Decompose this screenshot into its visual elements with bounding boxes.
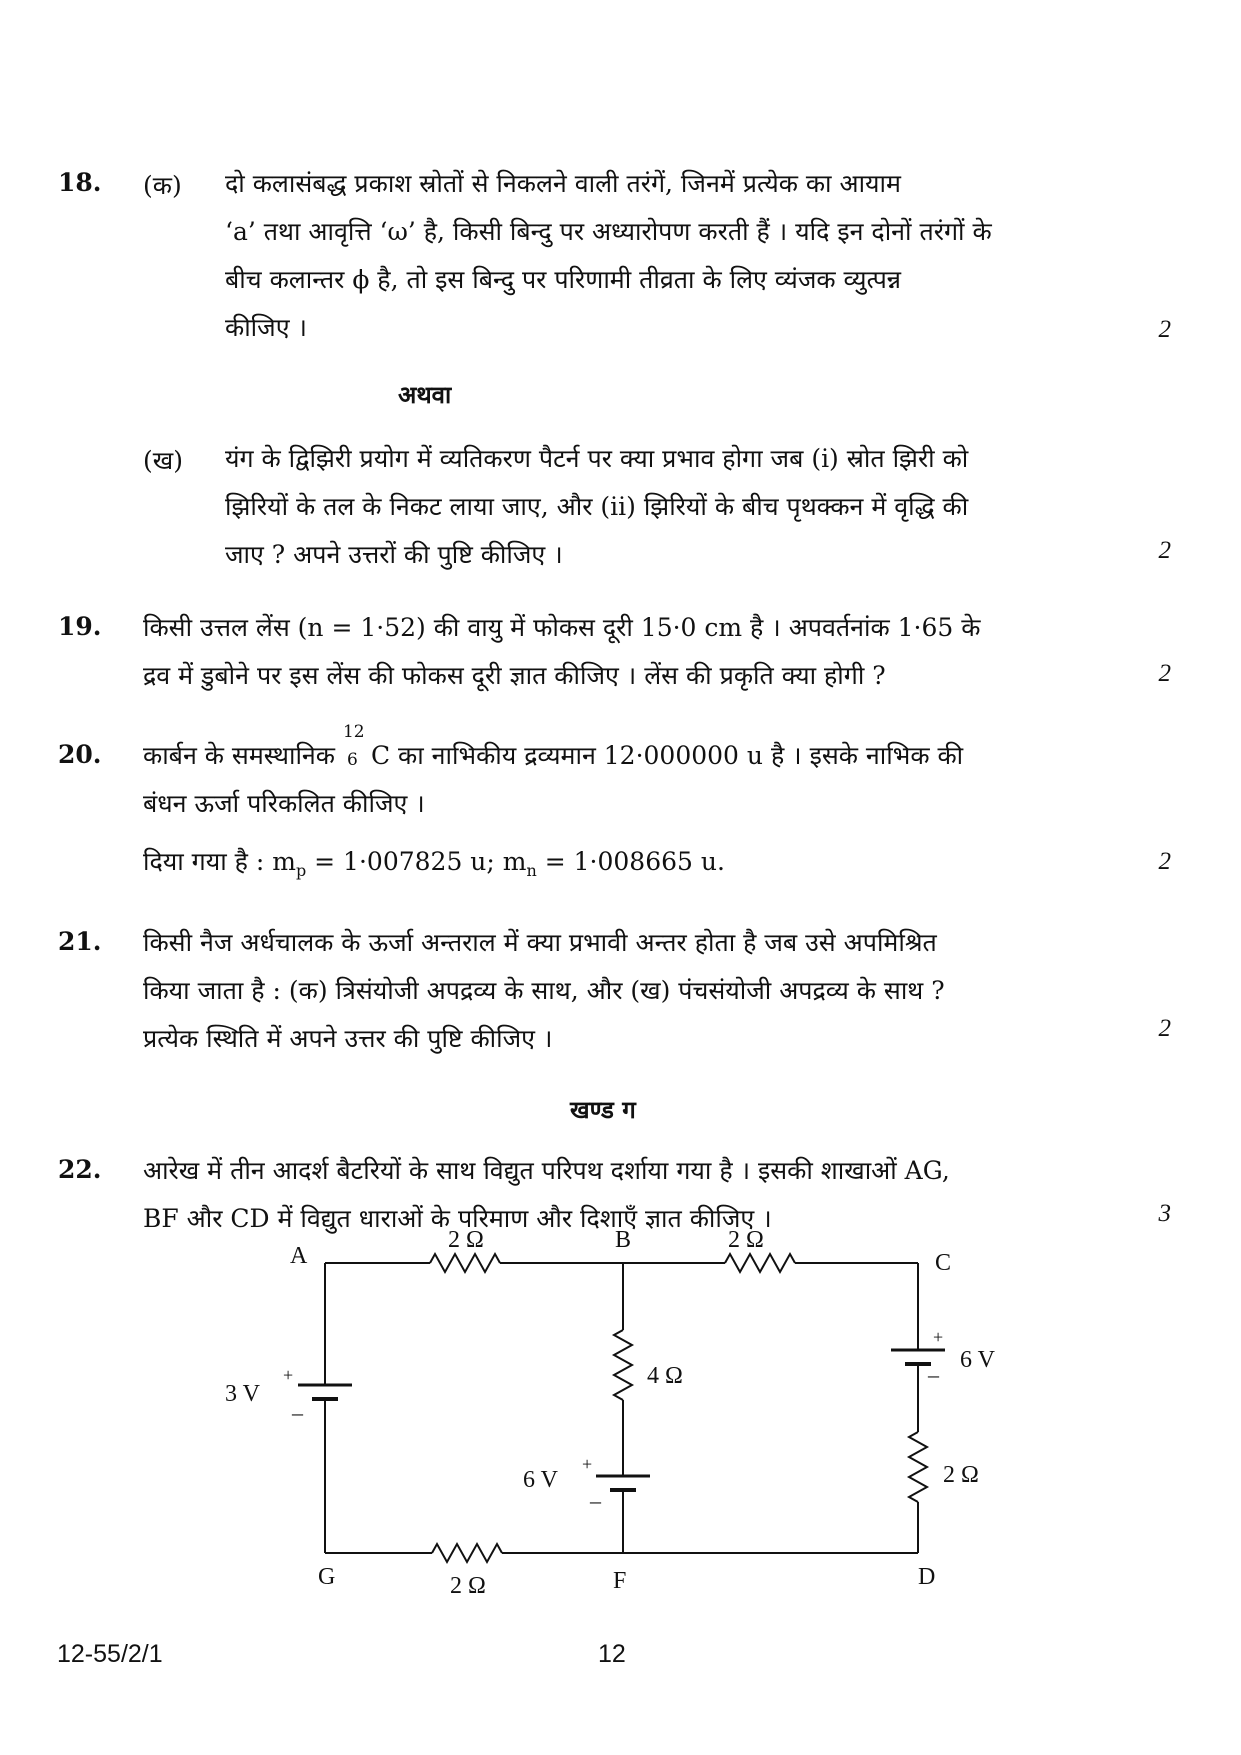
minus-ag: – [292,1400,303,1425]
plus-cd: + [933,1327,944,1347]
mass-number: 12 [342,722,365,742]
section-heading: खण्ड ग [570,1095,636,1124]
node-g: G [318,1564,336,1590]
q20-line2: बंधन ऊर्जा परिकलित कीजिए । [143,789,425,818]
minus-cd: – [928,1362,939,1387]
node-c: C [935,1250,952,1276]
paper-code: 12-55/2/1 [57,1640,163,1668]
page-number: 12 [598,1640,626,1668]
resistor-bf [614,1330,632,1400]
question-number-21: 21. [58,927,102,956]
q18b-marks: 2 [1158,537,1171,564]
node-b: B [615,1227,632,1253]
q21-marks: 2 [1158,1015,1171,1042]
resistor-gf [432,1544,502,1562]
q20-marks: 2 [1158,848,1171,875]
label-r-gf: 2 Ω [450,1573,486,1599]
question-number-19: 19. [58,612,102,641]
plus-bf: + [582,1454,593,1474]
q19-marks: 2 [1158,660,1171,687]
resistor-ab [430,1254,500,1272]
q18a-line: ‘a’ तथा आवृत्ति ‘ω’ है, किसी बिन्दु पर अध्यारोपण करती हैं । यदि इन दोनों तरंगों के [225,217,992,246]
q21-line: किसी नैज अर्धचालक के ऊर्जा अन्तराल में क्या प्रभावी अन्तर होता है जब उसे अपमिश्रित [143,928,937,957]
label-r-bf: 4 Ω [647,1363,683,1389]
q19-line: द्रव में डुबोने पर इस लेंस की फोकस दूरी ज्ञात कीजिए । लेंस की प्रकृति क्या होगी ? [143,661,886,690]
q22-line: आरेख में तीन आदर्श बैटरियों के साथ विद्युत परिपथ दर्शाया गया है । इसकी शाखाओं AG, [143,1156,950,1185]
q18b-line: जाए ? अपने उत्तरों की पुष्टि कीजिए । [225,540,563,569]
question-number-18: 18. [58,168,102,197]
element-symbol: C [370,741,391,770]
label-r-ab: 2 Ω [448,1227,484,1253]
q18a-marks: 2 [1158,316,1171,343]
label-v-bf: 6 V [523,1467,558,1493]
plus-ag: + [283,1365,294,1385]
q18a-line: दो कलासंबद्ध प्रकाश स्रोतों से निकलने वाली तरंगें, जिनमें प्रत्येक का आयाम [225,169,901,198]
q18a-line: बीच कलान्तर ϕ है, तो इस बिन्दु पर परिणामी तीव्रता के लिए व्यंजक व्युत्पन्न [225,265,902,294]
q20-line1-pre: कार्बन के समस्थानिक [143,741,335,770]
q18a-line: कीजिए । [225,313,307,342]
q18b-line: यंग के द्विझिरी प्रयोग में व्यतिकरण पैटर्न पर क्या प्रभाव होगा जब (i) स्रोत झिरी को [225,444,969,473]
label-v-ag: 3 V [225,1381,260,1407]
minus-bf: – [590,1488,601,1513]
label-r-cd: 2 Ω [943,1462,979,1488]
q21-line: किया जाता है : (क) त्रिसंयोजी अपद्रव्य के साथ, और (ख) पंचसंयोजी अपद्रव्य के साथ ? [143,976,945,1005]
question-number-20: 20. [58,740,102,769]
atomic-number: 6 [346,750,358,770]
q18-part-a-label: (क) [143,171,182,200]
label-r-bc: 2 Ω [728,1227,764,1253]
label-v-cd: 6 V [960,1347,995,1373]
question-number-22: 22. [58,1155,102,1184]
q20-line1-post: का नाभिकीय द्रव्यमान 12·000000 u है । इसके नाभिक की [398,741,964,770]
node-f: F [613,1568,627,1594]
q18b-line: झिरियों के तल के निकट लाया जाए, और (ii) झिरियों के बीच पृथक्कन में वृद्धि की [225,492,969,521]
resistor-bc [725,1254,795,1272]
q22-line: BF और CD में विद्युत धाराओं के परिमाण और दिशाएँ ज्ञात कीजिए । [143,1204,772,1233]
resistor-cd [909,1432,927,1502]
q20-given: दिया गया है : $m_p = 1\cdot 007825$ u; $m_n = 1\cdot 008665$ u. [143,847,725,880]
q22-marks: 3 [1158,1200,1171,1227]
node-a: A [290,1243,308,1269]
or-heading: अथवा [398,380,452,409]
q18-part-b-label: (ख) [143,446,183,475]
node-d: D [918,1564,936,1590]
q19-line: किसी उत्तल लेंस (n = 1·52) की वायु में फोकस दूरी 15·0 cm है । अपवर्तनांक 1·65 के [143,613,981,642]
q21-line: प्रत्येक स्थिति में अपने उत्तर की पुष्टि कीजिए । [143,1024,553,1053]
